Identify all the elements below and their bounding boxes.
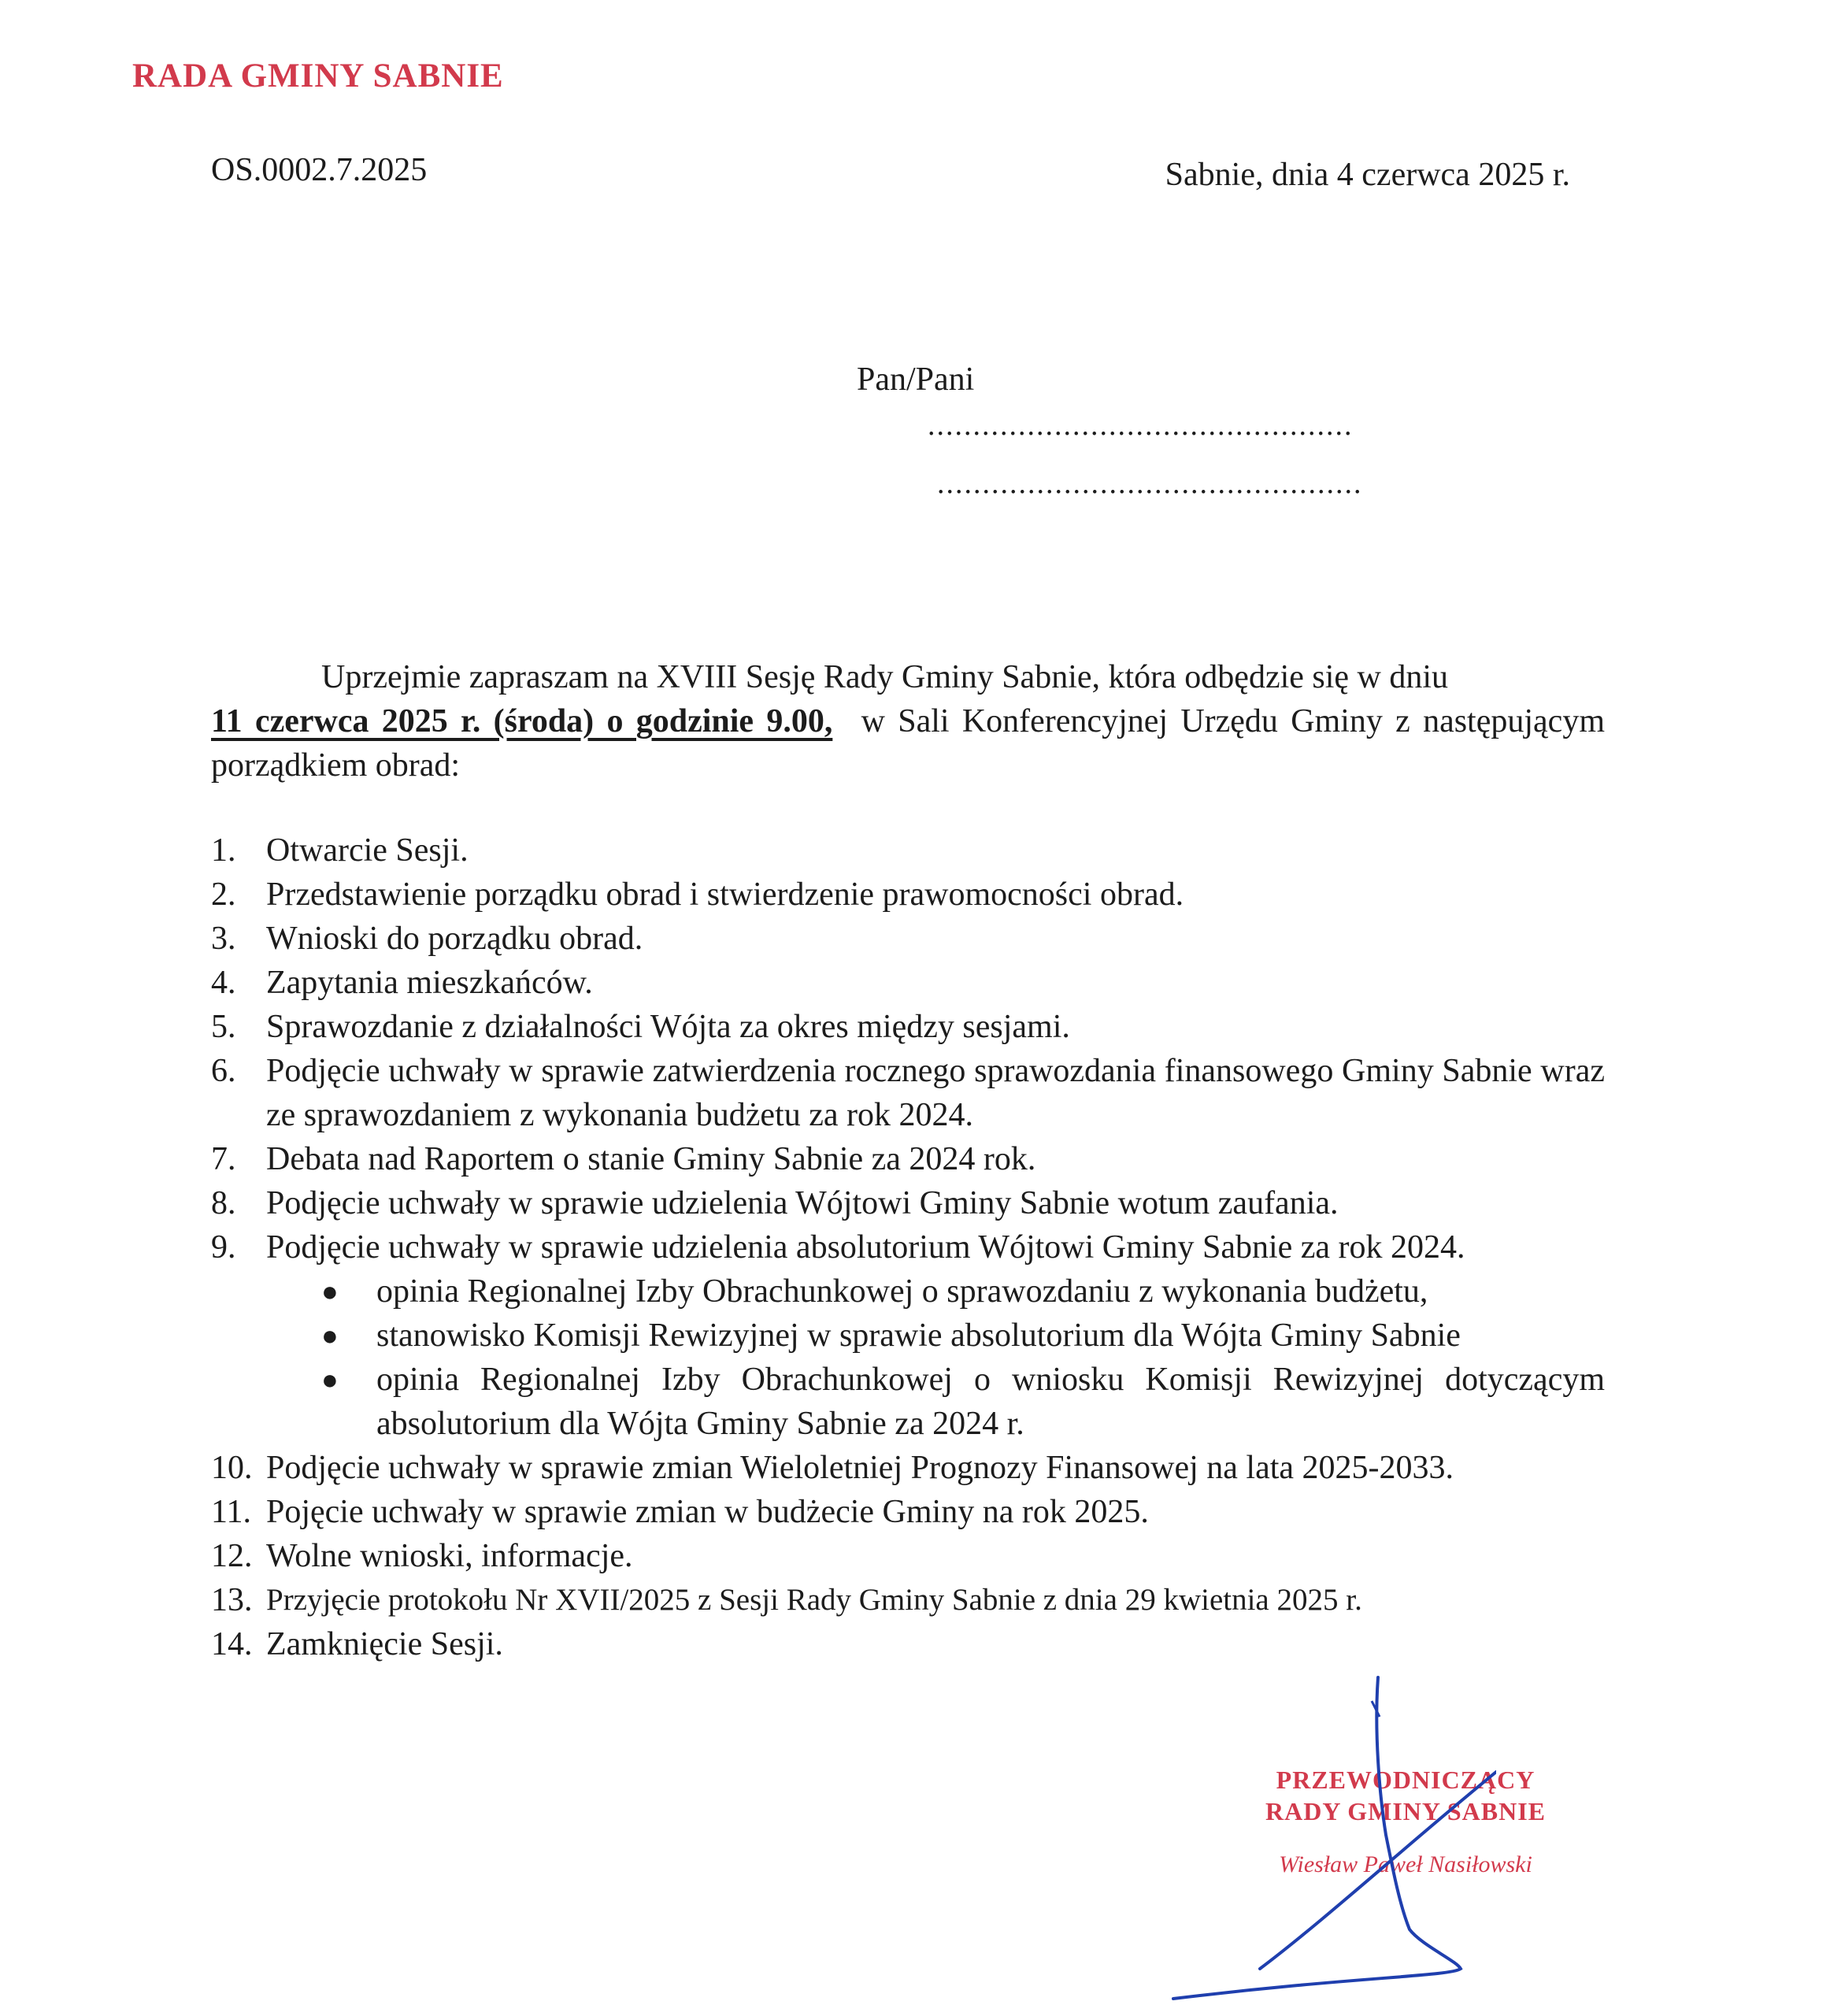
agenda-item: 9. Podjęcie uchwały w sprawie udzielenia absolutorium Wójtowi Gminy Sabnie za rok 2024. [211,1229,1465,1266]
addressee-line-2: ............................................... [937,467,1363,500]
agenda-item: 5. Sprawozdanie z działalności Wójta za okres między sesjami. [211,1009,1070,1045]
invitation-rest: w Sali Konferencyjnej Urzędu Gminy z następującym porządkiem obrad: [211,703,1605,784]
reference-number: OS.0002.7.2025 [211,152,428,188]
agenda-item: 4. Zapytania mieszkańców. [211,965,593,1001]
agenda-item: 14. Zamknięcie Sesji. [211,1626,503,1662]
council-stamp-header: RADA GMINY SABNIE [132,57,504,94]
agenda-item: 2. Przedstawienie porządku obrad i stwierdzenie prawomocności obrad. [211,876,1184,913]
agenda-sub-list [211,1269,1605,1446]
agenda-item: 12. Wolne wnioski, informacje. [211,1538,633,1574]
chairman-name: Wiesław Paweł Nasiłowski [1279,1851,1532,1877]
agenda-sub-list-wrapper [211,1269,1605,1446]
agenda-sub-item: ● stanowisko Komisji Rewizyjnej w sprawie absolutorium dla Wójta Gminy Sabnie [211,1314,1605,1358]
invitation-line-1: Uprzejmie zapraszam na XVIII Sesję Rady Gminy Sabnie, która odbędzie się w dniu [321,659,1449,695]
addressee-line-1: ............................................... [928,409,1354,442]
agenda-item: 1. Otwarcie Sesji. [211,832,469,869]
agenda-list [211,828,1605,1666]
document-date: Sabnie, dnia 4 czerwca 2025 r. [1165,157,1570,193]
handwritten-signature-icon [1150,1670,1496,2000]
invitation-paragraph [211,655,1605,788]
agenda-item: 7. Debata nad Raportem o stanie Gminy Sabnie za 2024 rok. [211,1141,1036,1177]
bullet-icon: ● [321,1276,339,1307]
addressee-title: Pan/Pani [857,361,975,398]
session-date-emphasis: 11 czerwca 2025 r. (środa) o godzinie 9.00, [211,703,833,739]
agenda-item: 3. Wnioski do porządku obrad. [211,921,643,957]
bullet-icon: ● [321,1320,339,1351]
bullet-icon: ● [321,1364,339,1395]
agenda-item: 13. Przyjęcie protokołu Nr XVII/2025 z Sesji Rady Gminy Sabnie z dnia 29 kwietnia 2025 r. [211,1582,1362,1618]
chairman-stamp-line-2: RADY GMINY SABNIE [1265,1797,1546,1825]
agenda-item: 10. Podjęcie uchwały w sprawie zmian Wieloletniej Prognozy Finansowej na lata 2025-2033. [211,1450,1454,1486]
agenda-item: 8. Podjęcie uchwały w sprawie udzielenia Wójtowi Gminy Sabnie wotum zaufania. [211,1185,1339,1221]
invitation-line-2 [211,699,1605,788]
agenda-sub-item: ● opinia Regionalnej Izby Obrachunkowej o sprawozdaniu z wykonania budżetu, [211,1269,1605,1314]
agenda-item: 6. Podjęcie uchwały w sprawie zatwierdzenia rocznego sprawozdania finansowego Gminy Sabnie wraz ze sprawozdaniem z wykonania budżetu za rok 2024. [211,1053,1605,1133]
chairman-stamp-line-1: PRZEWODNICZĄCY [1276,1766,1535,1794]
agenda-sub-item: ● opinia Regionalnej Izby Obrachunkowej o wniosku Komisji Rewizyjnej dotyczącym absolutorium dla Wójta Gminy Sabnie za 2024 r. [211,1358,1605,1446]
agenda-item: 11. Pojęcie uchwały w sprawie zmian w budżecie Gminy na rok 2025. [211,1494,1149,1530]
